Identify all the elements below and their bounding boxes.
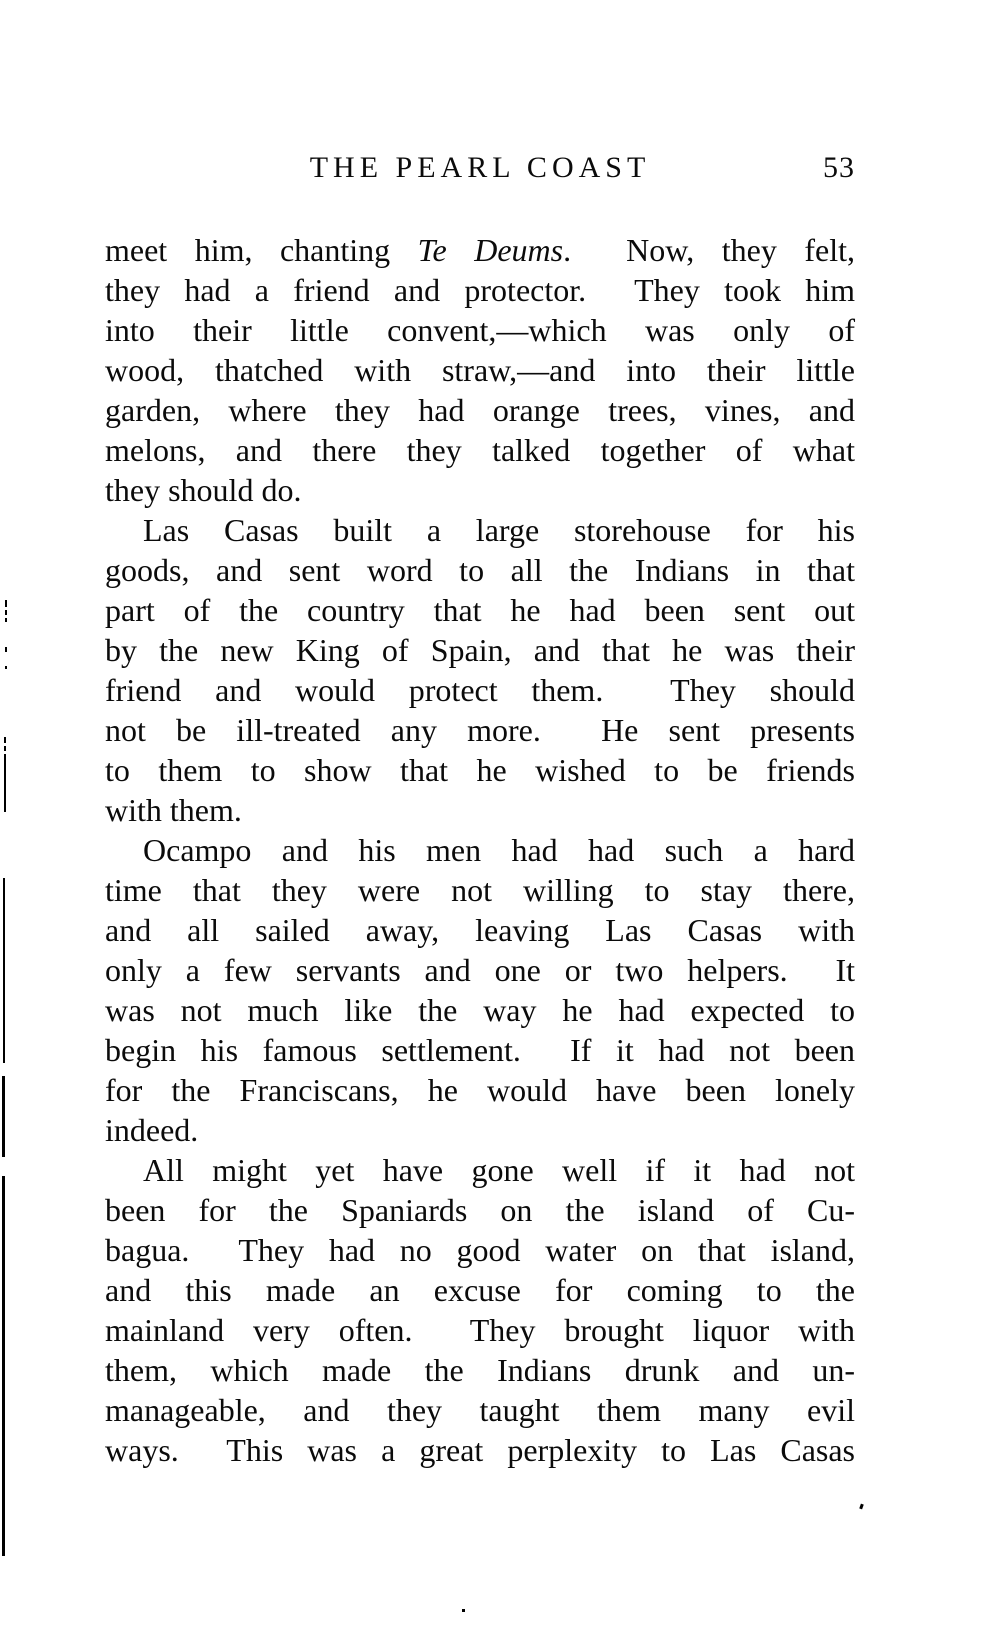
text-line: bagua. They had no good water on that island, — [105, 1232, 855, 1268]
text-line: they should do. — [105, 472, 302, 508]
text-line: not be ill-treated any more. He sent presents — [105, 712, 855, 748]
text-line: mainland very often. They brought liquor with — [105, 1312, 855, 1348]
scan-artifact-speck — [859, 1504, 864, 1510]
text-line: garden, where they had orange trees, vines, and — [105, 392, 855, 428]
text-line: ways. This was a great perplexity to Las Casas — [105, 1432, 855, 1468]
page-text — [105, 230, 855, 1470]
text-line: with them. — [105, 792, 242, 828]
text-line: indeed. — [105, 1112, 199, 1148]
text-line: friend and would protect them. They should — [105, 672, 855, 708]
text-line: into their little convent,—which was only of — [105, 312, 855, 348]
text-line: been for the Spaniards on the island of Cu- — [105, 1192, 855, 1228]
scan-artifact-mark — [5, 600, 7, 607]
text-line: and all sailed away, leaving Las Casas with — [105, 912, 855, 948]
page-number: 53 — [823, 151, 855, 184]
scan-artifact-mark — [5, 618, 7, 622]
text-line: meet him, chanting Te Deums. Now, they felt, — [105, 232, 856, 268]
scan-artifact-mark — [4, 746, 6, 751]
paragraph — [105, 1150, 855, 1470]
scan-artifact-mark — [4, 737, 6, 743]
text-line: manageable, and they taught them many evil — [105, 1392, 855, 1428]
scan-artifact-speck — [462, 1609, 465, 1612]
scan-artifact-mark — [2, 1176, 5, 1556]
text-line: was not much like the way he had expected to — [105, 992, 855, 1028]
scan-artifact-mark — [2, 1076, 5, 1157]
text-line: and this made an excuse for coming to the — [105, 1272, 855, 1308]
scan-artifact-mark — [5, 647, 7, 652]
paragraph — [105, 510, 855, 830]
text-line: to them to show that he wished to be friends — [105, 752, 855, 788]
text-line: Las Casas built a large storehouse for his — [143, 512, 855, 548]
text-line: part of the country that he had been sent out — [105, 592, 855, 628]
text-line: begin his famous settlement. If it had not been — [105, 1032, 855, 1068]
paragraph — [105, 230, 855, 510]
text-line: time that they were not willing to stay there, — [105, 872, 855, 908]
scan-artifact-mark — [4, 754, 6, 812]
scan-artifact-mark — [3, 878, 5, 1063]
text-line: All might yet have gone well if it had not — [143, 1152, 855, 1188]
text-line: by the new King of Spain, and that he was their — [105, 632, 855, 668]
scan-artifact-mark — [5, 610, 7, 615]
text-line: them, which made the Indians drunk and un- — [105, 1352, 855, 1388]
text-line: wood, thatched with straw,—and into their little — [105, 352, 855, 388]
scan-artifact-mark — [5, 666, 7, 669]
paragraph — [105, 830, 855, 1150]
running-header-title: THE PEARL COAST — [309, 151, 651, 184]
text-line: for the Franciscans, he would have been lonely — [105, 1072, 855, 1108]
text-line: Ocampo and his men had had such a hard — [143, 832, 855, 868]
text-line: they had a friend and protector. They took him — [105, 272, 855, 308]
running-header — [105, 148, 855, 188]
text-line: melons, and there they talked together of what — [105, 432, 855, 468]
text-line: goods, and sent word to all the Indians in that — [105, 552, 855, 588]
text-line: only a few servants and one or two helpers. It — [105, 952, 855, 988]
